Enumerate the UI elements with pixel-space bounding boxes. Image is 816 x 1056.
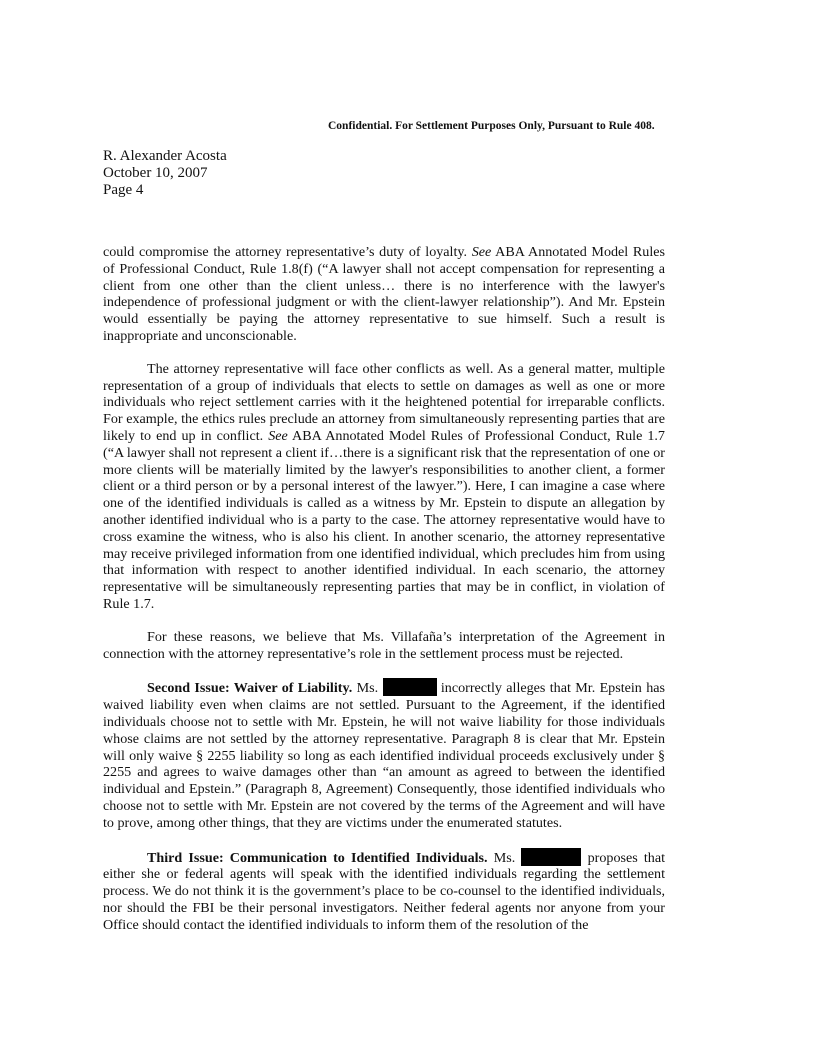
letter-date: October 10, 2007	[103, 165, 208, 181]
letter-header	[103, 148, 227, 199]
paragraph-duty-of-loyalty: could compromise the attorney representative’s duty of loyalty. See ABA Annotated Model Rules of Professional Conduct, Rule 1.8(f) (“A lawyer shall not accept compensation for representing a client from one other than the client unless… there is no interference with the lawyer's independence of professional judgment or with the client-lawyer relationship”). And Mr. Epstein would essentially be paying the attorney representative to sue himself. Such a result is inappropriate and unconscionable.	[103, 244, 665, 344]
redaction-block	[521, 848, 581, 866]
third-issue-heading: Third Issue: Communication to Identified Individuals.	[147, 849, 488, 866]
paragraph-third-issue: Third Issue: Communication to Identified Individuals. Ms. proposes that either she or federal agents will speak with the identified individuals regarding the settlement process. We do not think it is the government’s place to be co-counsel to the identified individuals, nor should the FBI be their personal investigators. Neither federal agents nor anyone from your Office should contact the identified individuals to inform them of the resolution of the	[103, 849, 666, 933]
second-issue-heading: Second Issue: Waiver of Liability.	[147, 680, 353, 697]
paragraph-other-conflicts: The attorney representative will face other conflicts as well. As a general matter, multiple representation of a group of individuals that elects to settle on damages as well as one or more individuals who reject settlement carries with it the heightened potential for irreparable conflicts. For example, the ethics rules preclude an attorney from simultaneously representing parties that are likely to end up in conflict. See ABA Annotated Model Rules of Professional Conduct, Rule 1.7 (“A lawyer shall not represent a client if…there is a significant risk that the representation of one or more clients will be materially limited by the lawyer's responsibilities to another client, a former client or a third person or by a personal interest of the lawyer.”). Here, I can imagine a case where one of the identified individuals is called as a witness by Mr. Epstein to dispute an allegation by another identified individual who is a party to the case. The attorney representative would have to cross examine the witness, who is also his client. In another scenario, the attorney representative may receive privileged information from one identified individual, which precludes him from using that information with respect to another identified individual. In each scenario, the attorney representative will be simultaneously representing parties that may be in conflict, in violation of Rule 1.7.	[103, 360, 665, 612]
addressee: R. Alexander Acosta	[103, 148, 227, 164]
letter-body	[103, 244, 665, 949]
paragraph-second-issue: Second Issue: Waiver of Liability. Ms. incorrectly alleges that Mr. Epstein has waived liability even when claims are not settled. Pursuant to the Agreement, if the identified individuals choose not to settle with Mr. Epstein, he will not waive liability for those individuals whose claims are not settled by the attorney representative. Paragraph 8 is clear that Mr. Epstein will only waive § 2255 liability so long as each identified individual proceeds exclusively under § 2255 and agrees to waive damages other than “an amount as agreed to between the identified individual and Epstein.” (Paragraph 8, Agreement) Consequently, those identified individuals who choose not to settle with Mr. Epstein are not covered by the terms of the Agreement and will have to prove, among other things, that they are victims under the enumerated statutes.	[103, 680, 665, 831]
confidentiality-notice: Confidential. For Settlement Purposes Only, Pursuant to Rule 408.	[328, 120, 655, 132]
page-number: Page 4	[103, 182, 144, 198]
redaction-block	[383, 678, 437, 696]
paragraph-conclusion: For these reasons, we believe that Ms. Villafaña’s interpretation of the Agreement in connection with the attorney representative’s role in the settlement process must be rejected.	[103, 628, 665, 662]
